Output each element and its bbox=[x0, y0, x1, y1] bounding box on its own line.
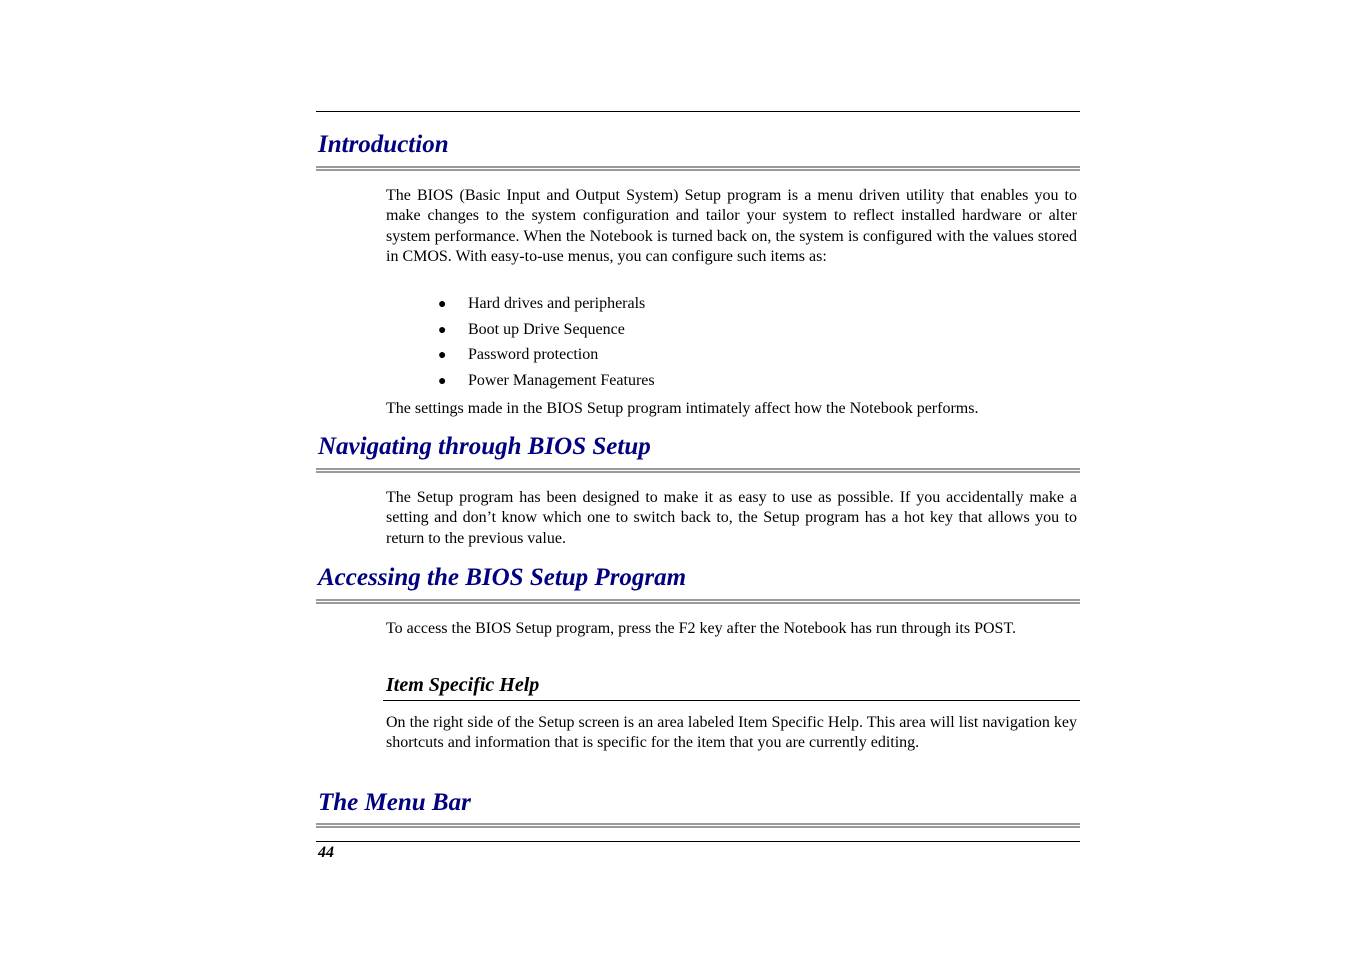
page-number: 44 bbox=[318, 844, 334, 861]
bullet-icon: ● bbox=[438, 297, 447, 312]
heading-menu-bar: The Menu Bar bbox=[318, 789, 471, 816]
heading-rule-menu-bar bbox=[316, 823, 1080, 828]
intro-paragraph: The BIOS (Basic Input and Output System) Setup program is a menu driven utility that enables you to make changes to the system configuration and tailor your system to reflect installed hardware or alter system performance. When the Notebook is turned back on, the system is configured with the values stored in CMOS. With easy-to-use menus, you can configure such items as: bbox=[386, 187, 1077, 265]
list-item bbox=[438, 370, 655, 396]
heading-navigating: Navigating through BIOS Setup bbox=[318, 433, 651, 460]
bullet-text: Hard drives and peripherals bbox=[468, 295, 646, 312]
heading-rule-navigating bbox=[316, 468, 1080, 473]
list-item bbox=[438, 293, 655, 319]
header-rule bbox=[316, 111, 1080, 112]
list-item bbox=[438, 319, 655, 345]
subheading-rule bbox=[383, 700, 1080, 701]
heading-accessing: Accessing the BIOS Setup Program bbox=[318, 564, 687, 591]
navigating-paragraph: The Setup program has been designed to make it as easy to use as possible. If you accidentally make a setting and don’t know which one to switch back to, the Setup program has a hot key that allows you to return to the previous value. bbox=[386, 489, 1077, 547]
bullet-icon: ● bbox=[438, 348, 447, 364]
intro-closing-paragraph: The settings made in the BIOS Setup program intimately affect how the Notebook performs. bbox=[386, 400, 979, 417]
footer-rule bbox=[316, 841, 1080, 842]
intro-bullet-list bbox=[438, 293, 655, 396]
bullet-text: Boot up Drive Sequence bbox=[468, 320, 625, 338]
bullet-text: Password protection bbox=[468, 346, 599, 364]
bullet-icon: ● bbox=[438, 374, 447, 390]
list-item bbox=[438, 344, 655, 370]
item-specific-help-paragraph: On the right side of the Setup screen is an area labeled Item Specific Help. This area will list navigation key shortcuts and information that is specific for the item that you are currently editing. bbox=[386, 714, 1077, 752]
bullet-text: Power Management Features bbox=[468, 372, 655, 390]
accessing-paragraph: To access the BIOS Setup program, press the F2 key after the Notebook has run through its POST. bbox=[386, 620, 1017, 637]
subheading-item-specific-help: Item Specific Help bbox=[386, 674, 540, 696]
heading-rule-accessing bbox=[316, 599, 1080, 604]
heading-rule-introduction bbox=[316, 166, 1080, 171]
heading-introduction: Introduction bbox=[318, 131, 449, 158]
bullet-icon: ● bbox=[438, 322, 447, 338]
